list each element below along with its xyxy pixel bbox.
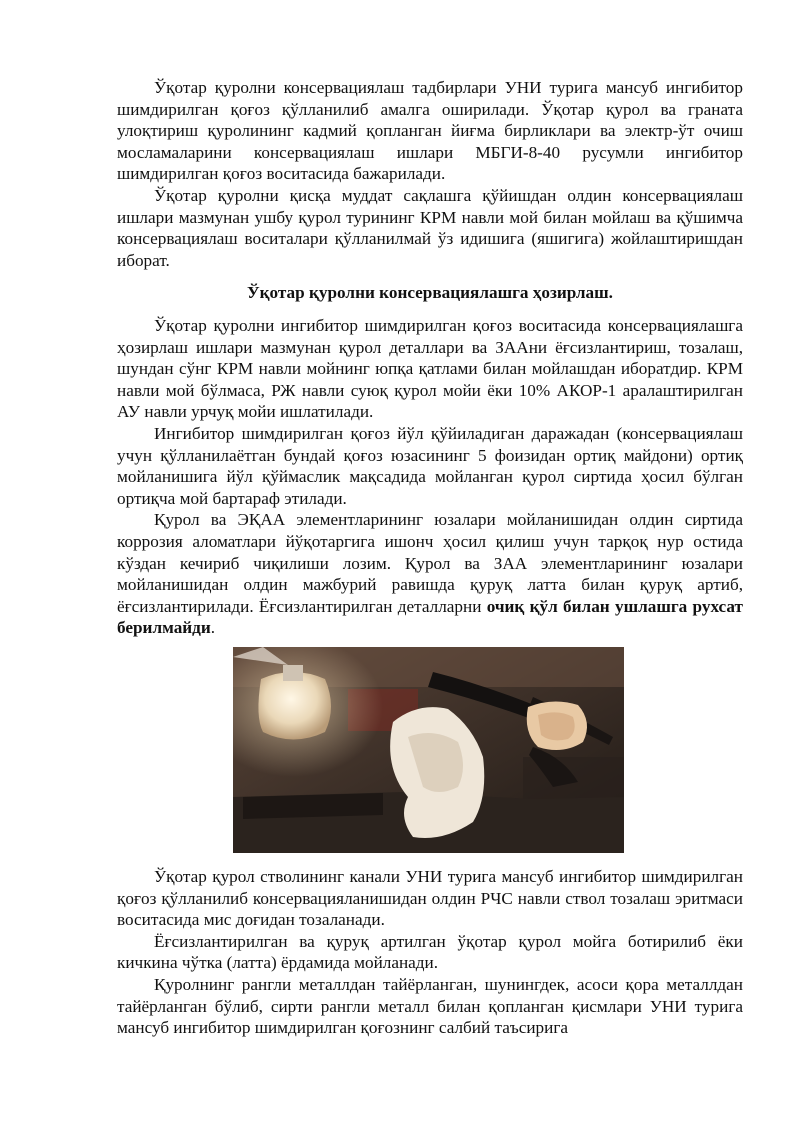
paragraph-7: Ёғсизлантирилган ва қуруқ артилган ўқотар қурол мойга ботирилиб ёки кичкина чўтка (латта) ёрдамида мойланади.	[117, 931, 743, 973]
closing-section	[117, 866, 743, 1039]
section-heading: Ўқотар қуролни консервациялашга ҳозирлаш.	[247, 283, 613, 302]
paragraph-5	[117, 509, 743, 639]
paragraph-3: Ўқотар қуролни ингибитор шимдирилган қоғоз воситасида консервациялашга ҳозирлаш ишлари мазмунан қурол деталлари ва ЗААни ёғсизлантириш, тозалаш, шундан сўнг КРМ навли мойнинг юпқа қатлами билан мойлашдан иборатдир. КРМ навли мой бўлмаса, РЖ навли суюқ қурол мойи ёки 10% АКОР-1 аралаштирилган АУ навли урчуқ мойи ишлатилади.	[117, 316, 743, 422]
paragraph-5-text: Қурол ва ЭҚАА элементларининг юзалари мойланишидан олдин сиртида коррозия аломатлари йўқотаргига ишонч ҳосил қилиш учун тарқоқ нур остида кўздан кечириб чиқилиши лозим. Қурол ва ЗАА элементларининг юзалари мойланишидан олдин мажбурий равишда қуруқ латта билан қуруқ артиб, ёғсизлантирилади. Ёғсизлантирилган деталларни	[117, 510, 743, 616]
paragraph-6: Ўқотар қурол стволининг канали УНИ турига мансуб ингибитор шимдирилган қоғоз қўлланилиб консервацияланишидан олдин РЧС навли ствол тозалаш эритмаси воситасида мис доғидан тозаланади.	[117, 867, 743, 930]
paragraph-1: Ўқотар қуролни консервациялаш тадбирлари УНИ турига мансуб ингибитор шимдирилган қоғоз қўлланилиб амалга оширилади. Ўқотар қурол ва граната улоқтириш қуролининг кадмий қопланган йиғма бирликлари ва электр-ўт очиш мосламаларини консервациялаш ишлари МБГИ-8-40 русумли ингибитор шимдирилган қоғоз воситасида бажарилади.	[117, 78, 743, 184]
preparation-section	[117, 315, 743, 639]
paragraph-5-bold: очиқ қўл билан ушлашга рухсат берилмайди	[117, 596, 743, 638]
weapon-cleaning-photo	[233, 647, 624, 853]
paragraph-4: Ингибитор шимдирилган қоғоз йўл қўйиладиган даражадан (консервациялаш учун қўлланилаётган бундай қоғоз юзасининг 5 фоизидан ортиқ майдони) ортиқ мойланишига йўл қўймаслик мақсадида мойланган қурол сиртида ҳосил бўлган ортиқча мой бартараф этилади.	[117, 423, 743, 508]
paragraph-8: Қуролнинг рангли металлдан тайёрланган, шунингдек, асоси қора металлдан тайёрланган бўлиб, сирти рангли металл билан қопланган қисмлари УНИ турига мансуб ингибитор шимдирилган қоғознинг салбий таъсирига	[117, 974, 743, 1038]
paragraph-5-end: .	[210, 618, 216, 638]
intro-section	[117, 77, 743, 271]
paragraph-2: Ўқотар қуролни қисқа муддат сақлашга қўйишдан олдин консервациялаш ишлари мазмунан ушбу қурол турининг КРМ навли мой билан мойлаш ва қўшимча консервациялаш воситалари қўлланилмай ўз идишига (яшигига) жойлаштиришдан иборат.	[117, 185, 743, 270]
